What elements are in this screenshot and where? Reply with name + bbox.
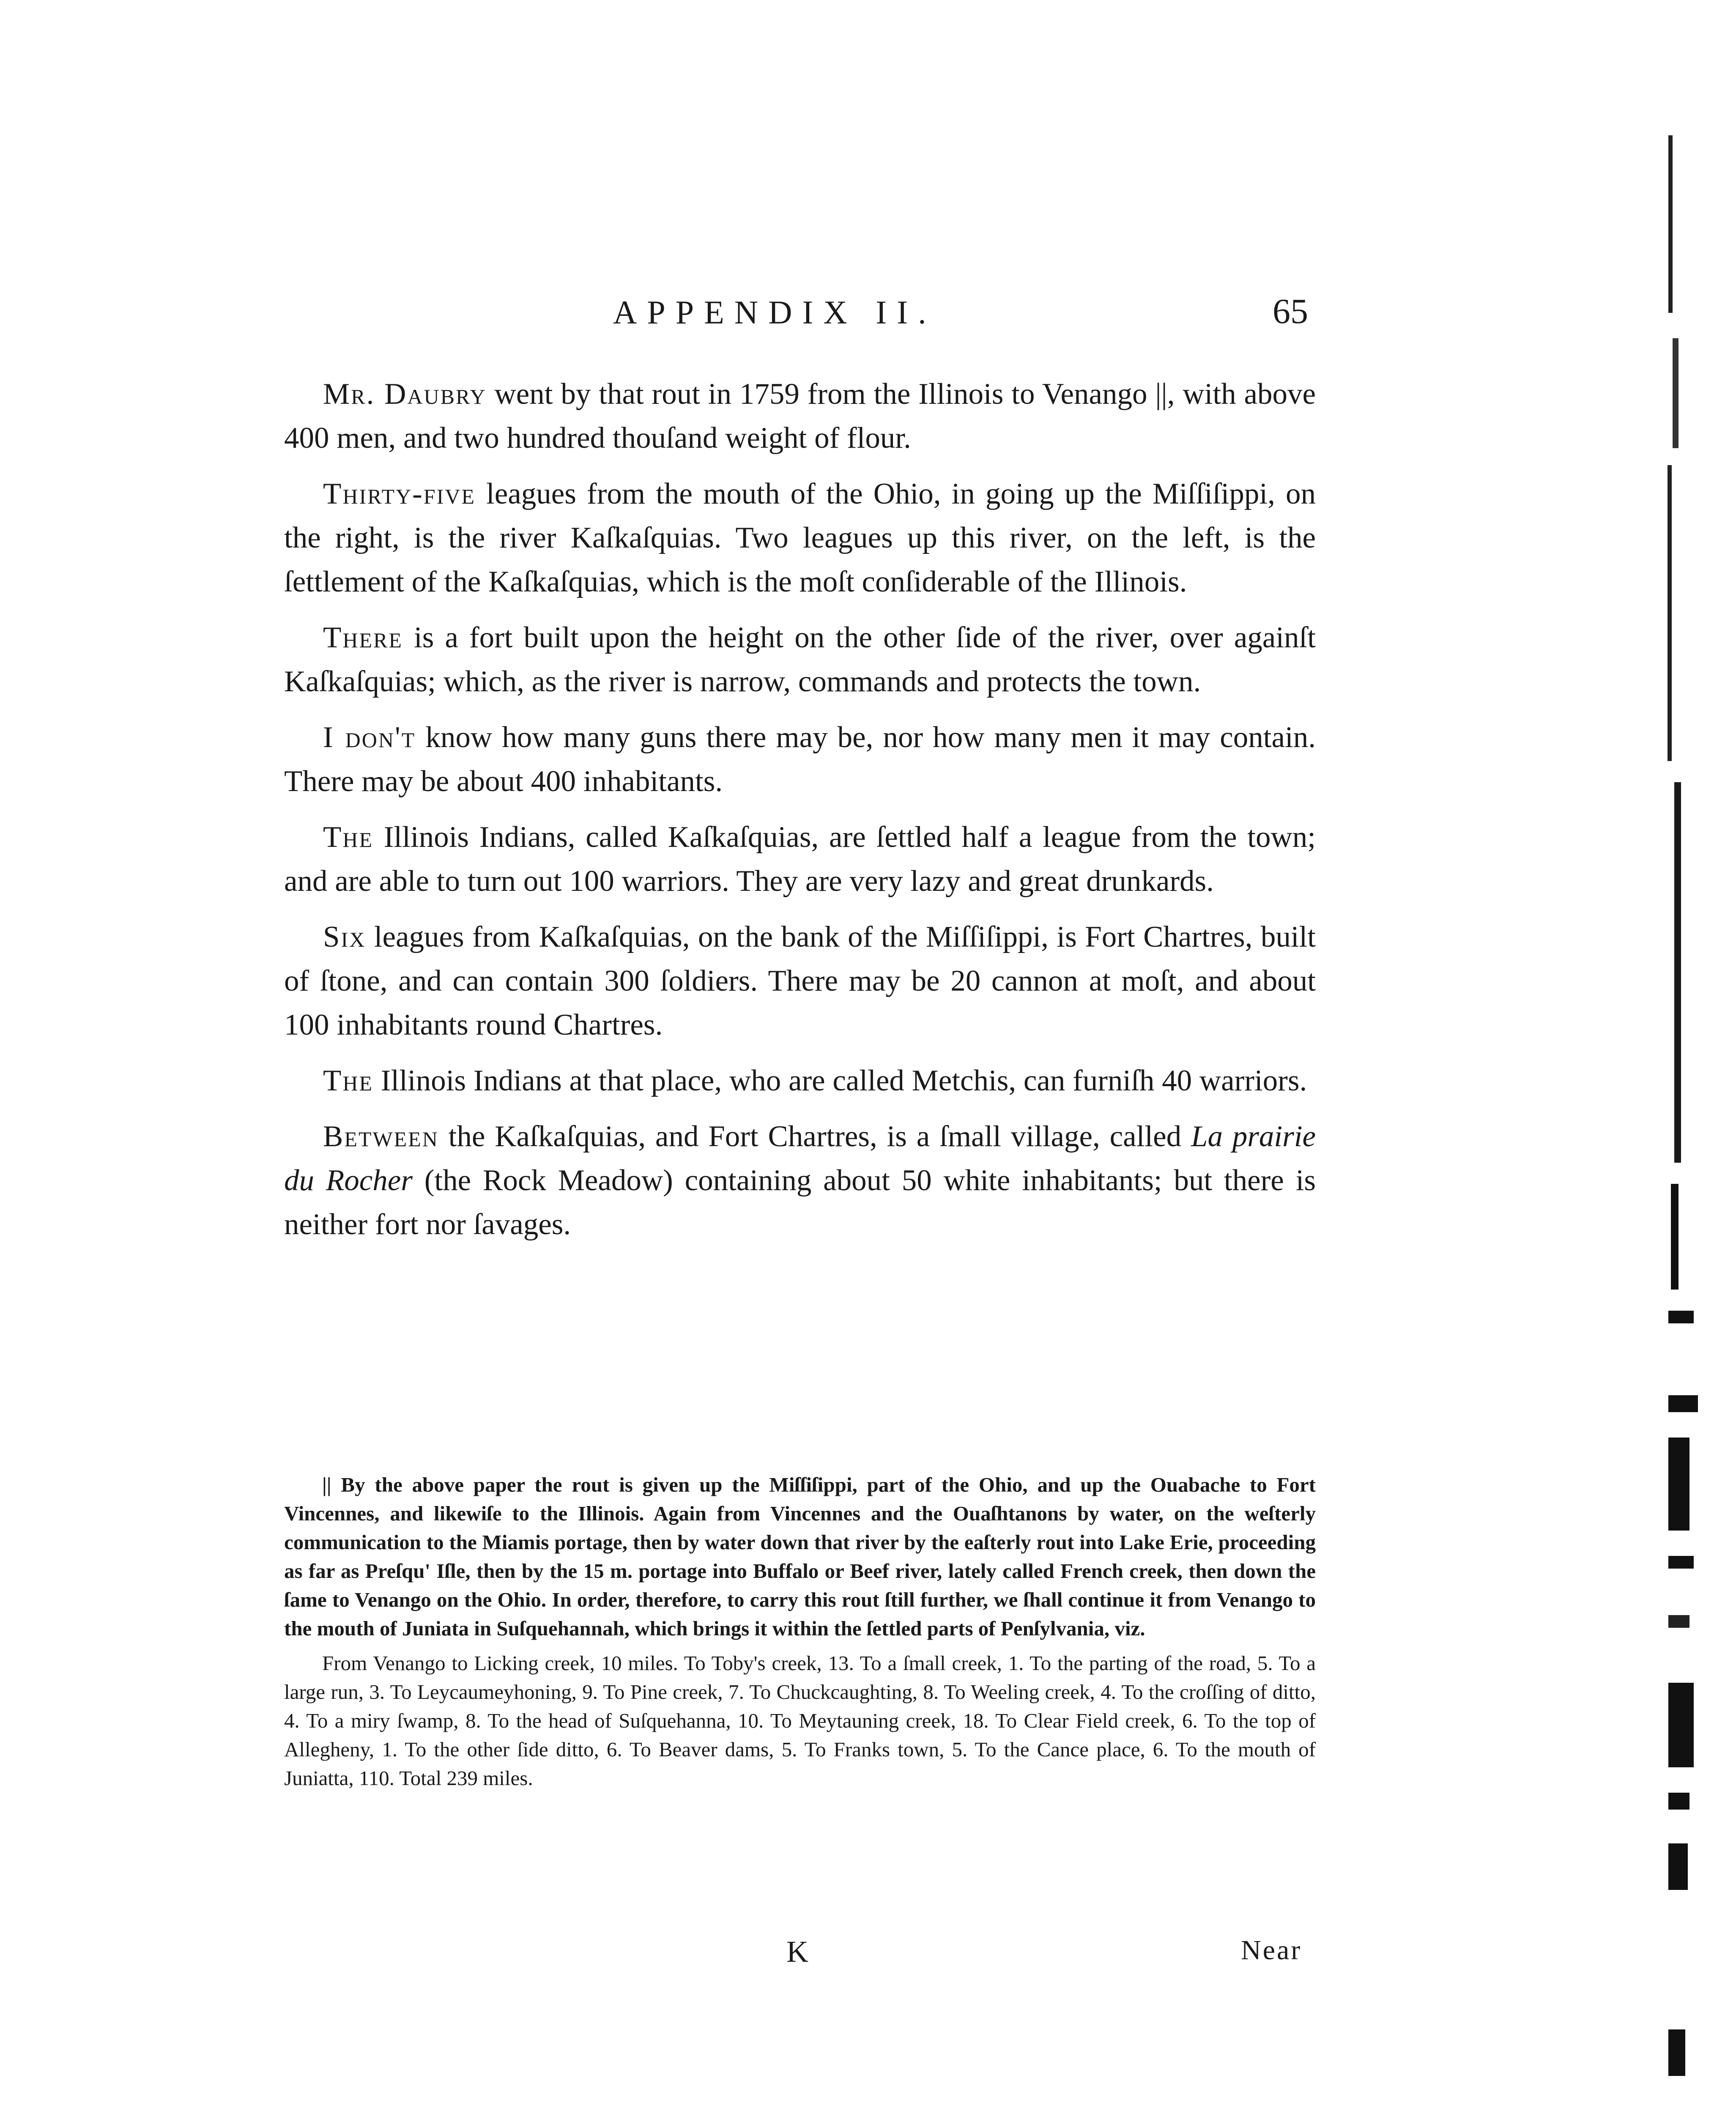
- place-name-italic: La prairie du Rocher: [284, 1120, 1316, 1197]
- paragraph-text: know how many guns there may be, nor how many men it may contain. There may be about 400 inhabitants.: [284, 721, 1316, 798]
- paragraph-lead: Mr. Daubry: [323, 378, 487, 411]
- scan-edge-noise: [1656, 85, 1736, 2114]
- paragraph-fort: [284, 616, 1316, 704]
- paragraph-text: leagues from the mouth of the Ohio, in going up the Miſſiſippi, on the right, is the river Kaſkaſquias. Two leagues up this river, on the left, is the ſettlement of the Kaſkaſquias, which is the moſt conſiderable of the Illinois.: [284, 477, 1316, 598]
- paragraph-lead: Between: [323, 1120, 439, 1153]
- paragraph-text: went by that rout in 1759 from the Illinois to Venango ||, with above 400 men, and two hundred thouſand weight of flour.: [284, 378, 1316, 455]
- paragraph-lead: I don't: [323, 721, 416, 754]
- paragraph-lead: The: [323, 1064, 374, 1097]
- paragraph-text: the Kaſkaſquias, and Fort Chartres, is a ſmall village, called: [438, 1120, 1191, 1153]
- footnote-route: From Venango to Licking creek, 10 miles. To Toby's creek, 13. To a ſmall creek, 1. To the parting of the road, 5. To a large run, 3. To Leycaumeyhoning, 9. To Pine creek, 7. To Chuckcaughting, 8. To Weeling creek, 4. To the croſſing of ditto, 4. To a miry ſwamp, 8. To the head of Suſquehanna, 10. To Meytauning creek, 18. To Clear Field creek, 6. To the top of Allegheny, 1. To the other ſide ditto, 6. To Beaver dams, 5. To Franks town, 5. To the Cance place, 6. To the mouth of Juniatta, 110. Total 239 miles.: [284, 1651, 1316, 1790]
- paragraph-text: Illinois Indians at that place, who are called Metchis, can furniſh 40 warriors.: [373, 1064, 1307, 1097]
- paragraph-lead: Thirty-five: [323, 477, 476, 510]
- footnote: [284, 1470, 1316, 1799]
- paragraph-guns: [284, 715, 1316, 803]
- paragraph-text: Illinois Indians, called Kaſkaſquias, are ſettled half a league from the town; and are able to turn out 100 warriors. They are very lazy and great drunkards.: [284, 821, 1316, 898]
- paragraph-text: is a fort built upon the height on the other ſide of the river, over againſt Kaſkaſquias; which, as the river is narrow, commands and protects the town.: [284, 621, 1316, 698]
- paragraph-daubry: [284, 372, 1316, 460]
- body-text: [284, 372, 1316, 1258]
- signature-mark: K: [786, 1935, 808, 1969]
- paragraph-metchis: [284, 1059, 1316, 1103]
- paragraph-text: (the Rock Meadow) containing about 50 white inhabitants; but there is neither fort nor ſavages.: [284, 1164, 1316, 1241]
- page-number: 65: [1273, 292, 1308, 331]
- footnote-text: || By the above paper the rout is given up the Miſſiſippi, part of the Ohio, and up the Ouabache to Fort Vincennes, and likewiſe to the Illinois. Again from Vincennes and the Ouaſhtanons by water, on the weſterly communication to the Miamis portage, then by water down that river by the eaſterly rout into Lake Erie, proceeding as far as Preſqu' Iſle, then by the 15 m. portage into Buffalo or Beef river, lately called French creek, then down the ſame to Venango on the Ohio. In order, therefore, to carry this rout ſtill further, we ſhall continue it from Venango to the mouth of Juniata in Suſquehannah, which brings it within the ſettled parts of Penſylvania, viz.: [284, 1473, 1316, 1640]
- paragraph-thirty-five: [284, 472, 1316, 604]
- paragraph-fort-chartres: [284, 915, 1316, 1047]
- paragraph-lead: Six: [323, 920, 366, 953]
- paragraph-lead: The: [323, 821, 374, 854]
- paragraph-indians: [284, 815, 1316, 903]
- paragraph-prairie: [284, 1115, 1316, 1246]
- catchword: Near: [1241, 1935, 1302, 1966]
- paragraph-lead: There: [323, 621, 403, 654]
- paragraph-text: leagues from Kaſkaſquias, on the bank of the Miſſiſippi, is Fort Chartres, built of ſtone, and can contain 300 ſoldiers. There may be 20 cannon at moſt, and about 100 inhabitants round Chartres.: [284, 920, 1316, 1041]
- running-head: APPENDIX II.: [613, 294, 936, 331]
